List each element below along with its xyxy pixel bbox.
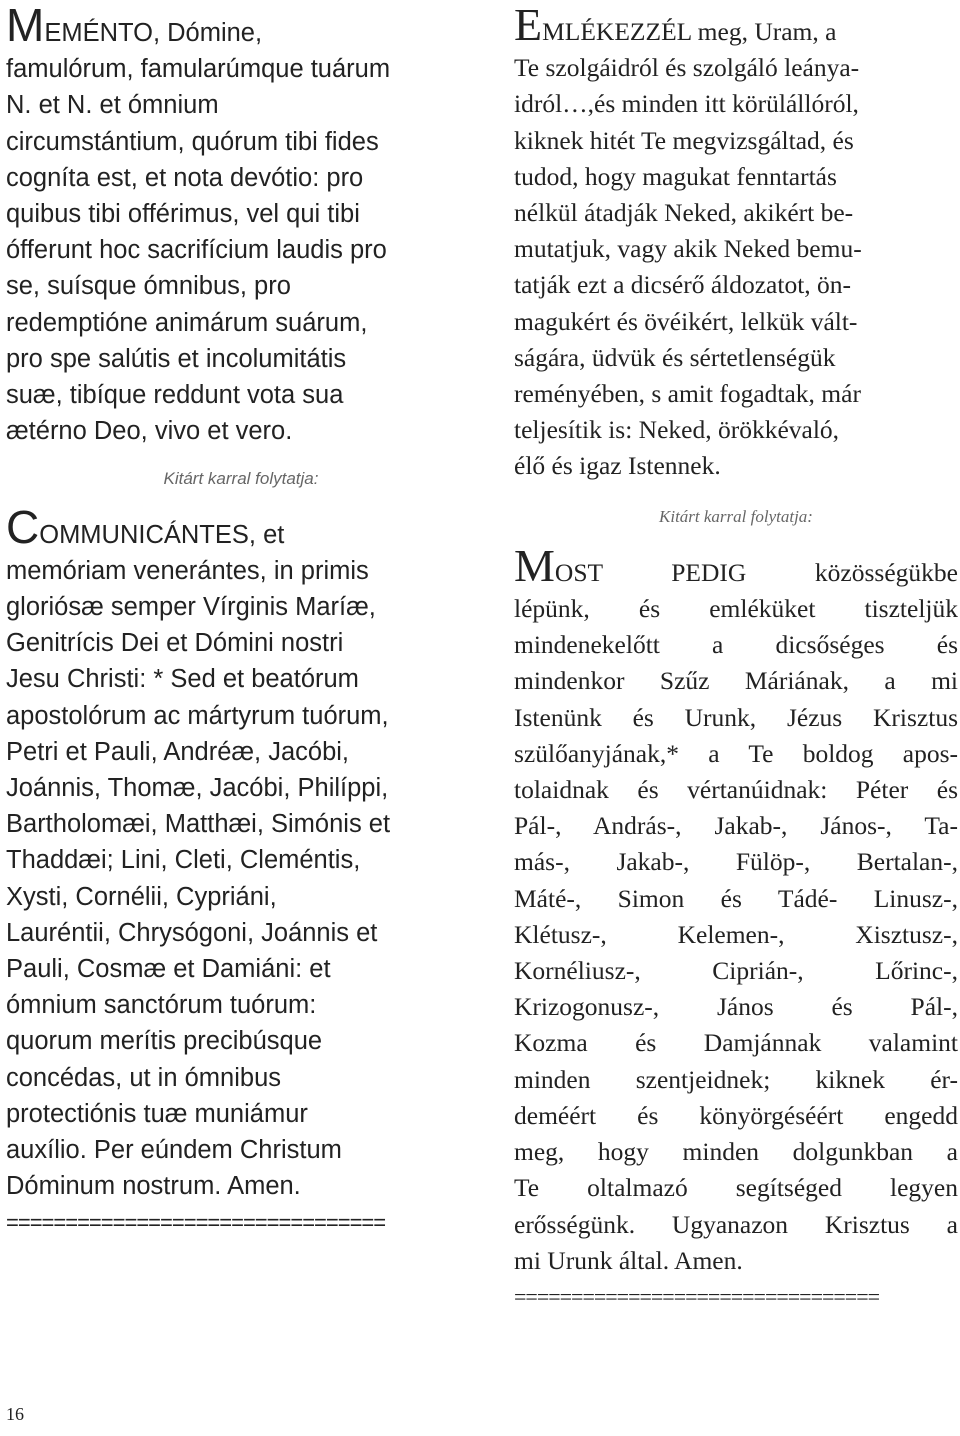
heading-rest: OST PEDIG közösségükbe [554,557,958,587]
communicantes-heading [6,500,476,553]
text-line: Máté-, Simon és Tádé- Linusz-, [514,883,958,913]
text-line: memóriam venerántes, in primis [6,556,369,585]
text-line: quibus tibi offérimus, vel qui tibi [6,200,360,229]
most-pedig-paragraph [514,539,958,1279]
text-line: magukért és övéikért, lelkük vált- [514,306,858,336]
text-line: Lauréntii, Chrysógoni, Joánnis et [6,918,378,947]
hungarian-column [514,0,958,1315]
text-line: ságára, üdvük és sértetlenségük [514,342,836,372]
text-line: mindenekelőtt a dicsőséges és [514,630,958,660]
text-line: redemptióne animárum suárum, [6,308,368,337]
text-line: kiknek hitét Te megvizsgáltad, és [514,125,854,155]
text-line: más-, Jakab-, Fülöp-, Bertalan-, [514,847,958,877]
text-line: se, suísque ómnibus, pro [6,272,291,301]
memento-paragraph [6,0,476,449]
text-line: mi Urunk által. Amen. [514,1245,743,1275]
text-line: Petri et Pauli, Andréæ, Jacóbi, [6,737,350,766]
text-line: Thaddæi; Lini, Cleti, Cleméntis, [6,846,361,875]
text-line: Pál-, András-, Jakab-, János-, Ta- [514,811,958,841]
text-line: Xysti, Cornélii, Cypriáni, [6,882,277,911]
text-line: N. et N. et ómnium [6,91,219,120]
drop-cap: C [6,500,40,553]
communicantes-paragraph [6,500,476,1205]
text-line: deméért és könyörgéséért engedd [514,1100,958,1130]
text-line: Pauli, Cosmæ et Damiáni: et [6,955,331,984]
text-line: szülőanyjának,* a Te boldog apos- [514,738,958,768]
text-line: protectiónis tuæ muniámur [6,1099,308,1128]
text-line: mindenkor Szűz Máriának, a mi [514,666,958,696]
text-line: suæ, tibíque reddunt vota sua [6,381,344,410]
text-line: cogníta est, et nota devótio: pro [6,163,364,192]
text-line: quorum merítis precibúsque [6,1027,323,1056]
text-line: Bartholomæi, Matthæi, Simónis et [6,810,391,839]
text-line: Klétusz-, Kelemen-, Xisztusz-, [514,919,958,949]
page-number: 16 [6,1404,24,1424]
text-line: ófferunt hoc sacrifícium laudis pro [6,236,387,265]
heading-rest: MLÉKEZZÉL meg, Uram, a [542,17,837,46]
text-line: ætérno Deo, vivo et vero. [6,417,293,446]
text-line: concédas, ut in ómnibus [6,1063,281,1092]
rubric: Kitárt karral folytatja: [659,506,813,526]
memento-heading [6,2,476,51]
most-pedig-heading [514,539,958,591]
drop-cap: M [514,539,555,591]
text-line: circumstántium, quórum tibi fides [6,127,379,156]
emlekezzel-heading [514,2,958,50]
latin-column [6,0,476,1241]
text-line: erősségünk. Ugyanazon Krisztus a [514,1209,958,1239]
text-line: Istenünk és Urunk, Jézus Krisztus [514,702,958,732]
separator-line: ================================ [6,1209,386,1235]
drop-cap: E [514,0,543,50]
text-line: reményében, s amit fogadtak, már [514,379,861,409]
text-line: tolaidnak és vértanúidnak: Péter és [514,775,958,805]
drop-cap: M [6,0,45,51]
text-line: élő és igaz Istennek. [514,451,721,481]
text-line: Krizogonusz-, János és Pál-, [514,992,958,1022]
text-line: apostolórum ac mártyrum tuórum, [6,701,389,730]
text-line: Kozma és Damjánnak valamint [514,1028,958,1058]
text-line: famulórum, famularúmque tuárum [6,55,391,84]
text-line: teljesítik is: Neked, örökkévaló, [514,415,840,445]
text-line: lépünk, és emléküket tiszteljük [514,594,958,624]
heading-rest: OMMUNICÁNTES, et [39,520,285,549]
text-line: idról…,és minden itt körülállóról, [514,89,859,119]
text-line: Genitrícis Dei et Dómini nostri [6,629,344,658]
text-line: Jesu Christi: * Sed et beatórum [6,665,359,694]
text-line: Dóminum nostrum. Amen. [6,1172,301,1201]
text-line: meg, hogy minden dolgunkban a [514,1137,958,1167]
text-line: Kornéliusz-, Ciprián-, Lőrinc-, [514,956,958,986]
emlekezzel-paragraph [514,0,958,485]
text-line: auxílio. Per eúndem Christum [6,1136,342,1165]
separator-line: ================================ [514,1283,880,1309]
text-line: mutatjuk, vagy akik Neked bemu- [514,234,862,264]
text-line: ómnium sanctórum tuórum: [6,991,317,1020]
text-line: tudod, hogy magukat fenntartás [514,161,837,191]
text-line: pro spe salútis et incolumitátis [6,344,347,373]
text-line: Te szolgáidról és szolgáló leánya- [514,53,860,83]
text-line: gloriósæ semper Vírginis Maríæ, [6,593,376,622]
text-line: tatják ezt a dicsérő áldozatot, ön- [514,270,852,300]
text-line: nélkül átadják Neked, akikért be- [514,198,854,228]
heading-rest: EMÉNTO, Dómine, [44,19,263,47]
text-line: Joánnis, Thomæ, Jacóbi, Philíppi, [6,774,389,803]
text-line: Te oltalmazó segítséged legyen [514,1173,958,1203]
text-line: minden szentjeidnek; kiknek ér- [514,1064,958,1094]
rubric: Kitárt karral folytatja: [163,469,319,489]
